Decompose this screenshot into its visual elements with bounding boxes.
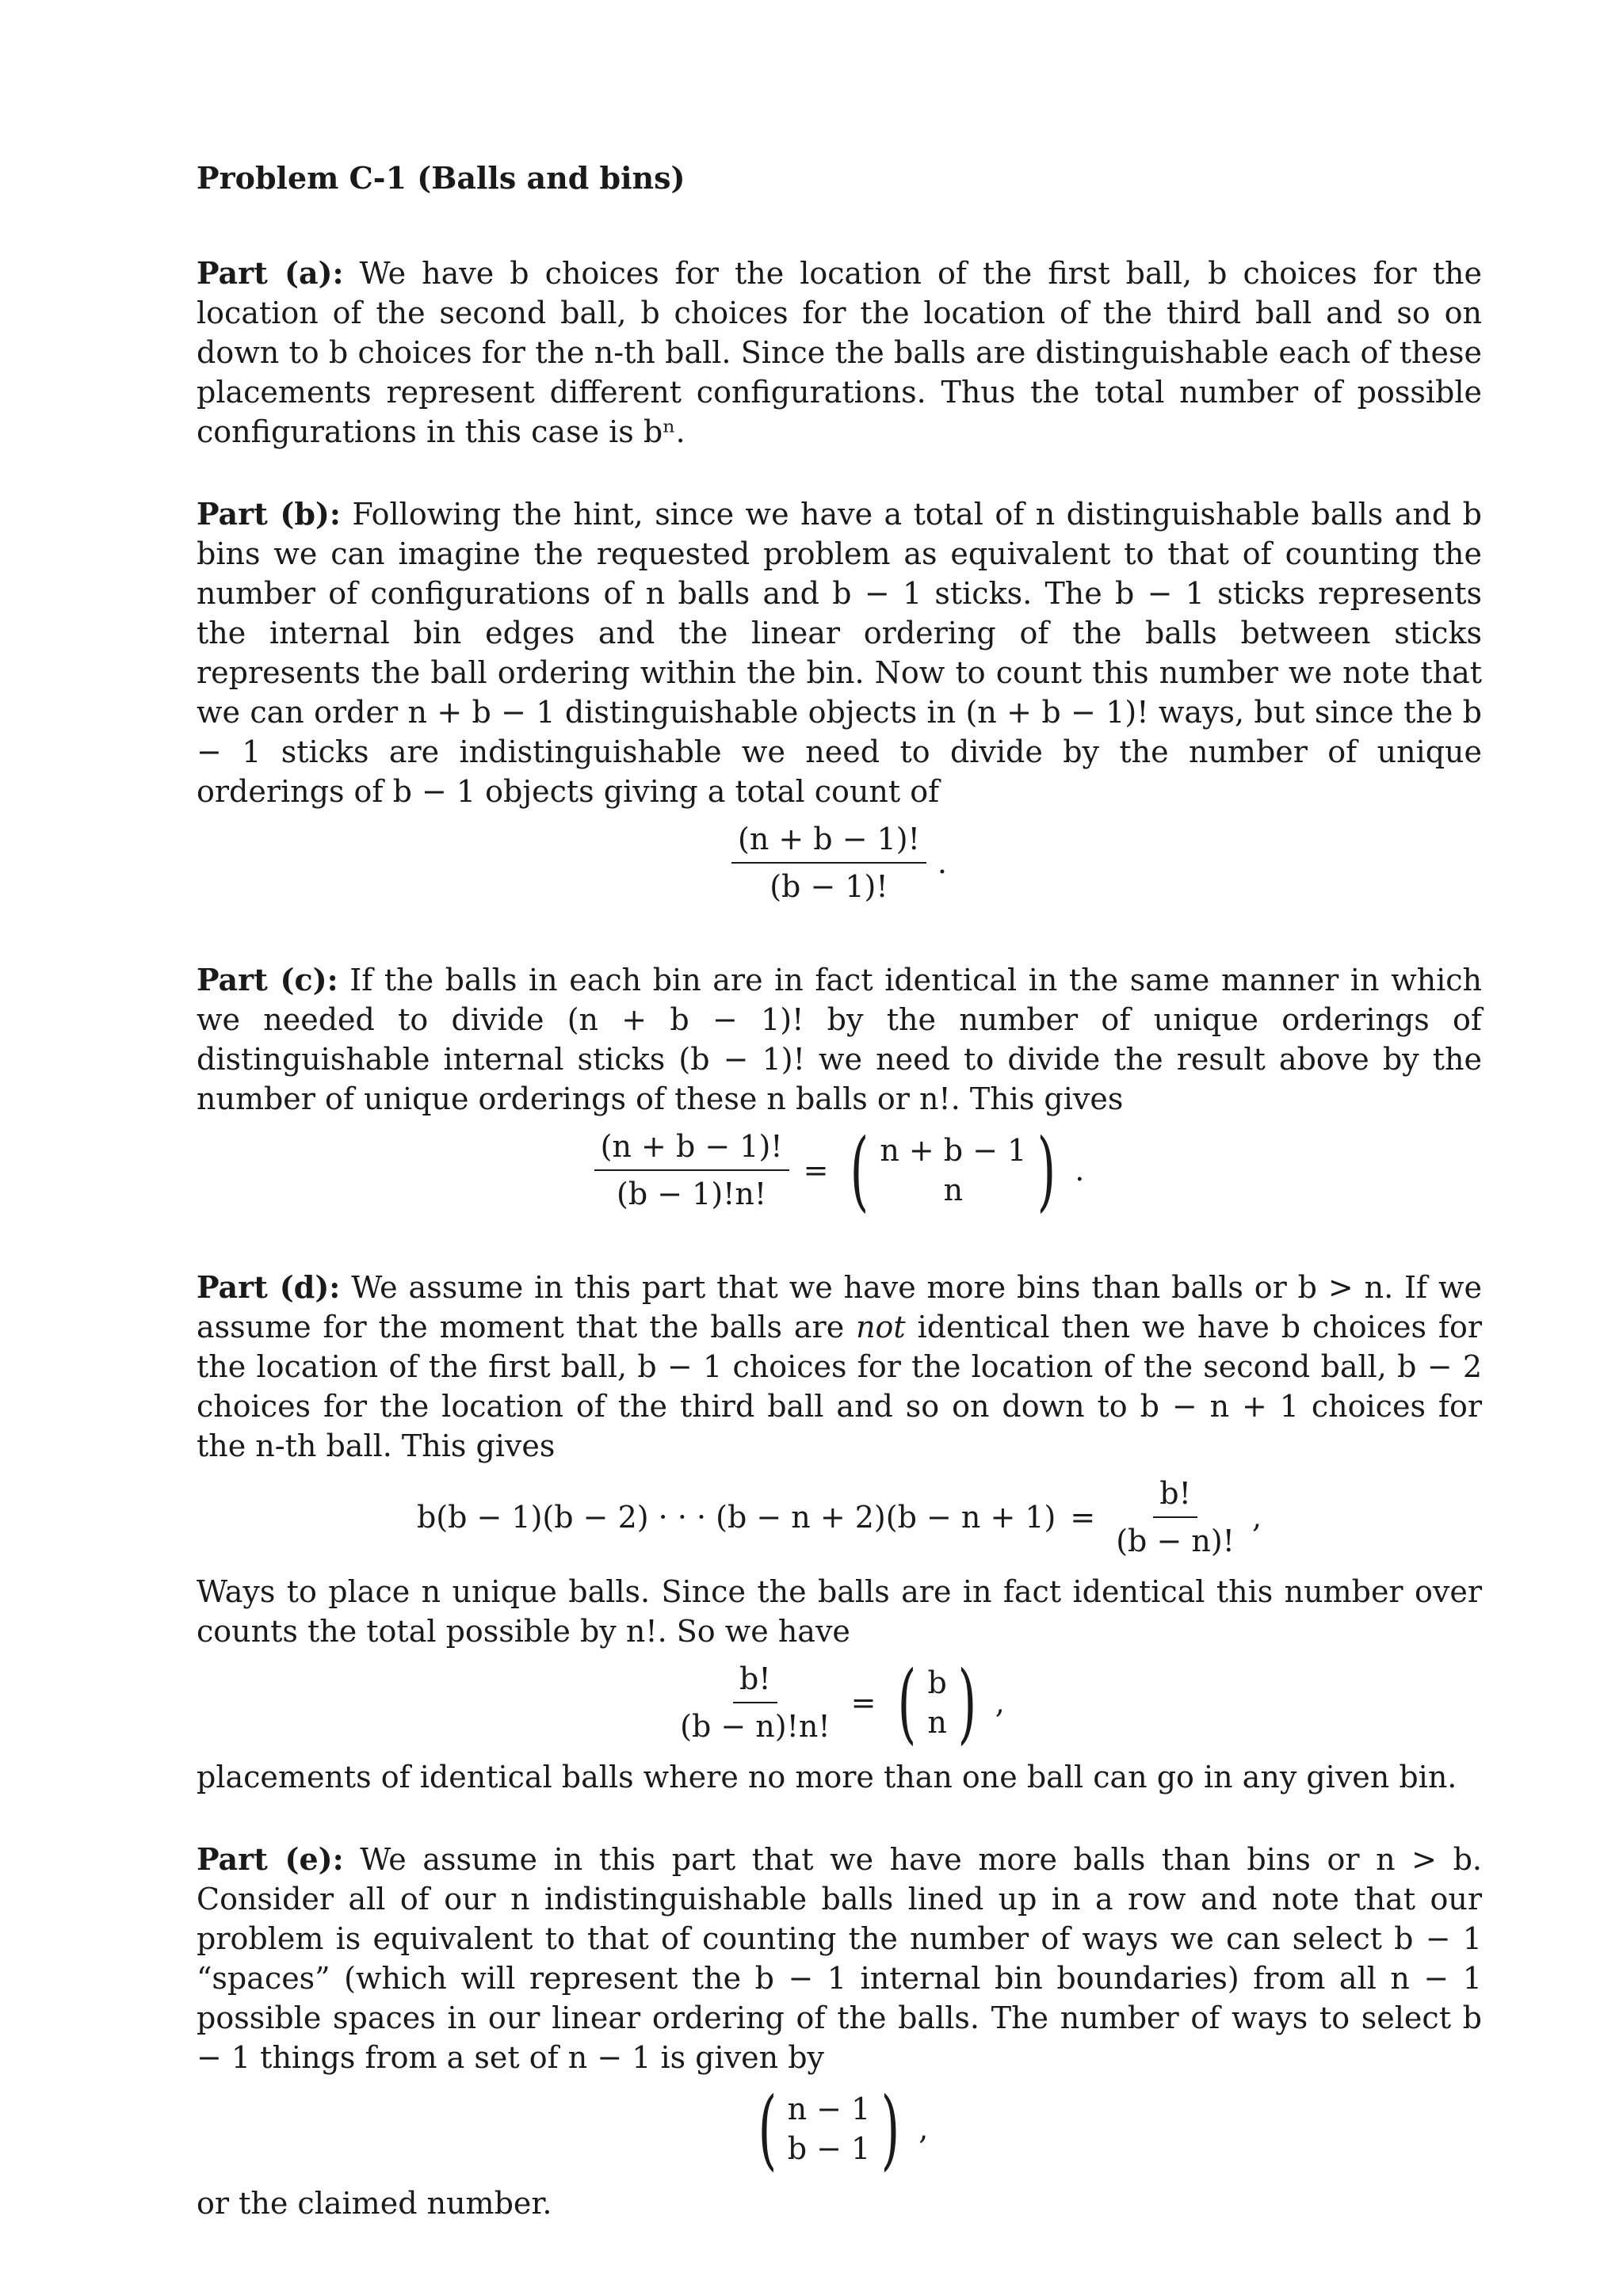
fraction-denominator: (b − n)! bbox=[1116, 1524, 1235, 1558]
fraction-denominator: (b − n)!n! bbox=[680, 1709, 831, 1744]
part-d-text-2: identical then we have b choices for the location of the first ball, b − 1 choices for the location of the second ball, b − 2 choices for the location of the third ball and so on down to b − n + 1 choices for the n-th ball. This gives bbox=[197, 1310, 1482, 1463]
part-a-text: We have b choices for the location of the first ball, b choices for the location of the second ball, b choices for the location of the third ball and so on down to b choices for the n-th ball. Since the balls are distinguishable each of these placements represent different configurations. Thus the total number of possible configurations in this case is bⁿ. bbox=[197, 256, 1483, 449]
part-e-label: Part (e): bbox=[197, 1841, 344, 1877]
equation-punctuation: , bbox=[1251, 1500, 1262, 1535]
fraction-numerator: b! bbox=[733, 1659, 777, 1703]
part-b-paragraph bbox=[197, 494, 1482, 811]
equation-punctuation: , bbox=[918, 2111, 929, 2146]
fraction-numerator: (n + b − 1)! bbox=[731, 819, 926, 864]
part-b-label: Part (b): bbox=[197, 496, 341, 532]
equals-sign: = bbox=[803, 1153, 829, 1188]
part-e-paragraph bbox=[197, 1840, 1482, 2077]
part-c-text: If the balls in each bin are in fact identical in the same manner in which we needed to divide (n + b − 1)! by the number of unique orderings of distinguishable internal sticks (b − 1)! we need to divide the result above by the number of unique orderings of these n balls or n!. This gives bbox=[197, 963, 1482, 1116]
fraction-denominator: (b − 1)! bbox=[769, 869, 888, 904]
problem-title: Problem C-1 (Balls and bins) bbox=[197, 160, 685, 196]
part-d-fraction-1 bbox=[1109, 1474, 1241, 1561]
part-c-label: Part (c): bbox=[197, 962, 338, 997]
part-e-text: We assume in this part that we have more balls than bins or n > b. Consider all of our n indistinguishable balls lined up in a row and note that our problem is equivalent to that of counting the number of ways we can select b − 1 “spaces” (which will represent the b − 1 internal bin boundaries) from all n − 1 possible spaces in our linear ordering of the balls. The number of ways to select b − 1 things from a set of n − 1 is given by bbox=[197, 1842, 1482, 2075]
binomial-top: b bbox=[927, 1665, 947, 1700]
part-d-text-1: We assume in this part that we have more bins than balls or b > n. If we assume for the moment that the balls are bbox=[197, 1270, 1482, 1344]
part-b-fraction bbox=[731, 819, 926, 906]
part-e-equation bbox=[197, 2078, 1482, 2180]
product-expression: b(b − 1)(b − 2) · · · (b − n + 2)(b − n + 1) bbox=[416, 1500, 1056, 1535]
binomial-top: n − 1 bbox=[787, 2092, 871, 2126]
binomial-top: n + b − 1 bbox=[880, 1133, 1027, 1168]
part-b-text: Following the hint, since we have a total of n distinguishable balls and b bins we can imagine the requested problem as equivalent to that of counting the number of configurations of n balls and b − 1 sticks. The b − 1 sticks represents the internal bin edges and the linear ordering of the balls between sticks represents the ball ordering within the bin. Now to count this number we note that we can order n + b − 1 distinguishable objects in (n + b − 1)! ways, but since the b − 1 sticks are indistinguishable we need to divide by the number of unique orderings of b − 1 objects giving a total count of bbox=[197, 497, 1482, 809]
part-d-paragraph bbox=[197, 1268, 1482, 1466]
equation-punctuation: . bbox=[937, 845, 947, 880]
part-d-text-3: Ways to place n unique balls. Since the balls are in fact identical this number over counts the total possible by n!. So we have bbox=[197, 1574, 1482, 1649]
part-e-binomial: ( n − 1 b − 1 ) bbox=[758, 2078, 900, 2180]
part-d-emphasis: not bbox=[856, 1310, 906, 1344]
part-a-paragraph bbox=[197, 254, 1482, 452]
binomial-bottom: n bbox=[927, 1705, 947, 1740]
part-e-closing: or the claimed number. bbox=[197, 2186, 552, 2221]
part-a-label: Part (a): bbox=[197, 255, 344, 291]
part-d-equation-2 bbox=[197, 1652, 1482, 1753]
fraction-numerator: b! bbox=[1153, 1474, 1197, 1518]
part-d-fraction-2 bbox=[674, 1659, 836, 1746]
equation-punctuation: , bbox=[995, 1685, 1005, 1720]
fraction-denominator: (b − 1)!n! bbox=[617, 1177, 767, 1211]
part-d-text-4: placements of identical balls where no more than one ball can go in any given bin. bbox=[197, 1760, 1457, 1794]
part-b-equation bbox=[197, 819, 1482, 906]
equals-sign: = bbox=[1070, 1500, 1096, 1535]
part-d-binomial: ( b n ) bbox=[898, 1652, 977, 1753]
part-c-fraction bbox=[594, 1127, 789, 1214]
part-d-label: Part (d): bbox=[197, 1269, 341, 1305]
equation-punctuation: . bbox=[1075, 1153, 1085, 1188]
part-d-equation-1 bbox=[197, 1474, 1482, 1561]
fraction-numerator: (n + b − 1)! bbox=[594, 1127, 789, 1171]
binomial-bottom: n bbox=[943, 1173, 964, 1207]
part-c-equation bbox=[197, 1119, 1482, 1221]
equals-sign: = bbox=[850, 1685, 876, 1720]
content-column bbox=[197, 158, 1482, 2223]
part-c-binomial: ( n + b − 1 n ) bbox=[850, 1119, 1056, 1221]
part-c-paragraph bbox=[197, 960, 1482, 1119]
binomial-bottom: b − 1 bbox=[787, 2131, 871, 2166]
